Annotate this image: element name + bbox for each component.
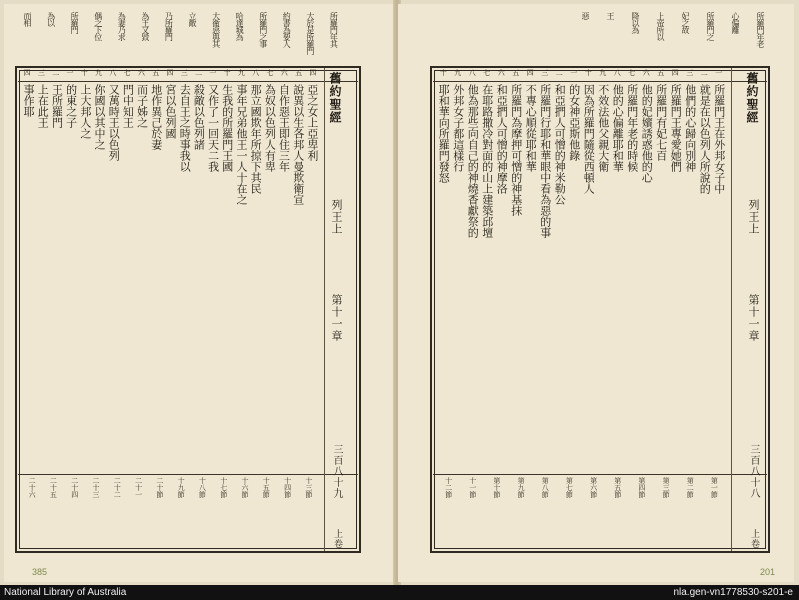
text-column: 事年兄弟他王一人十在之 xyxy=(234,84,248,205)
right-notes-rule xyxy=(433,474,767,475)
headnote: 大於是所羅門 xyxy=(305,12,315,54)
left-volume: 上卷 xyxy=(332,529,342,549)
column-number: 七 xyxy=(266,69,274,77)
headnote: 上帝所以 xyxy=(656,12,665,40)
headnote: 所羅門年其 xyxy=(329,12,339,47)
text-column: 又萬時王以色列 xyxy=(107,84,121,161)
column-number: 五 xyxy=(512,69,520,77)
column-number: 二 xyxy=(700,69,708,77)
headnote: 王 xyxy=(606,12,615,19)
right-page-number: 三百八十八 xyxy=(748,444,759,499)
verse-note: 第四節 xyxy=(637,477,646,498)
verse-note: 二十五 xyxy=(49,477,58,498)
right-pencil-mark: 201 xyxy=(760,567,776,577)
headnote: 妃之故 xyxy=(681,12,690,33)
text-column: 的東之子 xyxy=(64,84,78,128)
text-column: 不專心順從耶和華 xyxy=(524,84,538,172)
text-column: 所羅門有妃七百 xyxy=(654,84,668,161)
column-number: 二 xyxy=(195,69,203,77)
right-page xyxy=(398,4,794,582)
text-column: 所羅門年老的時候 xyxy=(625,84,639,172)
right-column-numbers xyxy=(436,68,726,80)
left-body-text xyxy=(21,84,319,472)
text-column: 王所羅門 xyxy=(50,84,64,128)
left-top-rule xyxy=(18,81,358,82)
left-column-numbers xyxy=(20,68,320,80)
text-column: 而子姊之 xyxy=(135,84,149,128)
column-number: 十 xyxy=(80,69,88,77)
column-number: 十 xyxy=(439,69,447,77)
column-number: 五 xyxy=(657,69,665,77)
text-column: 殺敵以色列諸 xyxy=(192,84,206,150)
verse-note: 第五節 xyxy=(613,477,622,498)
text-column: 生我的所羅門王國 xyxy=(220,84,234,172)
column-number: 四 xyxy=(671,69,679,77)
right-book-name: 列王上 xyxy=(747,199,760,235)
text-column: 你國以其中之 xyxy=(93,84,107,150)
text-column: 在耶路撒冷對面的山上建築邱壇 xyxy=(480,84,494,238)
verse-note: 二十一 xyxy=(134,477,143,498)
text-column: 外邦女子都這樣行 xyxy=(451,84,465,172)
column-number: 八 xyxy=(252,69,260,77)
column-number: 一 xyxy=(715,69,723,77)
left-book-name: 列王上 xyxy=(330,199,343,235)
right-side-rule xyxy=(731,68,732,551)
headnote: 乃所羅門 xyxy=(164,12,174,40)
text-column: 又作了一回天二我 xyxy=(206,84,220,172)
headnote: 偶之下位 xyxy=(93,12,103,40)
verse-note: 十七節 xyxy=(219,477,228,498)
headnote: 惡 xyxy=(581,12,590,19)
verse-note: 二十三 xyxy=(92,477,100,498)
verse-note: 十八節 xyxy=(198,477,207,498)
verse-note: 二十節 xyxy=(155,477,164,498)
column-number: 八 xyxy=(613,69,621,77)
column-number: 八 xyxy=(109,69,117,77)
text-column: 自作惡王即住三年 xyxy=(277,84,291,172)
text-column: 宮以色列國 xyxy=(164,84,177,139)
text-column: 的女神亞斯他錄 xyxy=(567,84,581,161)
column-number: 一 xyxy=(66,69,74,77)
verse-note: 十二節 xyxy=(444,477,453,498)
left-page-title: 舊約聖經 xyxy=(328,72,342,124)
column-number: 五 xyxy=(152,69,160,77)
column-number: 十 xyxy=(584,69,592,77)
left-side-rule xyxy=(324,68,325,551)
headnote: 約書為要人 xyxy=(282,12,292,47)
verse-note: 第九節 xyxy=(517,477,526,498)
verse-note: 十九節 xyxy=(177,477,186,498)
headnote: 為王又毀 xyxy=(140,12,150,40)
headnote: 降以為 xyxy=(631,12,640,33)
headnote: 所羅門之事 xyxy=(258,12,268,47)
text-column: 耶和華向所羅門發怒 xyxy=(437,84,451,183)
verse-note: 二十四 xyxy=(70,477,79,498)
right-page-title: 舊約聖經 xyxy=(745,72,759,124)
column-number: 二 xyxy=(52,69,60,77)
text-column: 去自王之時事我以 xyxy=(178,84,192,172)
column-number: 九 xyxy=(95,69,103,77)
verse-note: 第一節 xyxy=(710,477,719,498)
image-identifier: nla.gen-vn1778530-s201-e xyxy=(673,587,793,598)
text-column: 不效法他父親大衛 xyxy=(596,84,610,172)
text-column: 他們的心歸向別神 xyxy=(683,84,697,172)
column-number: 四 xyxy=(23,69,31,77)
headnote: 所羅門之 xyxy=(706,12,715,40)
left-page-number: 三百八十九 xyxy=(331,444,342,499)
verse-note: 十一節 xyxy=(468,477,477,498)
text-column: 地作異己於妻 xyxy=(149,84,163,150)
text-column: 所羅門為摩押可憎的神基抹 xyxy=(509,84,523,216)
column-number: 六 xyxy=(497,69,505,77)
column-number: 九 xyxy=(454,69,462,77)
right-body-text xyxy=(436,84,726,472)
column-number: 七 xyxy=(483,69,491,77)
column-number: 三 xyxy=(541,69,549,77)
verse-note: 第三節 xyxy=(662,477,671,498)
headnote: 所羅門年老 xyxy=(756,12,765,47)
verse-note: 十六節 xyxy=(241,477,249,498)
headnote: 為妻乃求 xyxy=(117,12,127,40)
text-column: 和亞捫人可憎的神米勒公 xyxy=(553,84,567,205)
footer-bar xyxy=(0,585,799,600)
text-column: 上在此王 xyxy=(36,84,50,128)
headnote: 心偏離 xyxy=(731,12,740,33)
verse-note: 十四節 xyxy=(283,477,292,498)
column-number: 十 xyxy=(223,69,231,77)
headnote: 立敵 xyxy=(188,12,197,26)
headnote: 所羅門 xyxy=(70,12,80,33)
text-column: 因為所羅門隨從西頓人 xyxy=(582,84,596,194)
verse-note: 第八節 xyxy=(541,477,550,498)
verse-note: 十五節 xyxy=(262,477,271,498)
right-headnotes xyxy=(578,12,778,62)
text-column: 所羅門行耶和華眼中看為惡的事 xyxy=(538,84,552,238)
column-number: 四 xyxy=(309,69,317,77)
left-chapter: 第十一章 xyxy=(330,294,343,342)
column-number: 三 xyxy=(37,69,45,77)
right-notes xyxy=(436,477,726,550)
column-number: 四 xyxy=(526,69,534,77)
column-number: 一 xyxy=(570,69,578,77)
text-column: 就是在以色列人所說的 xyxy=(698,84,712,194)
column-number: 八 xyxy=(468,69,476,77)
verse-note: 第二節 xyxy=(686,477,695,498)
verse-note: 第七節 xyxy=(565,477,574,498)
verse-note: 二十二 xyxy=(113,477,122,498)
text-column: 他為那些向自己的神燒香獻祭的 xyxy=(466,84,480,238)
column-number: 五 xyxy=(295,69,303,77)
left-page xyxy=(4,4,396,582)
column-number: 六 xyxy=(137,69,145,77)
column-number: 一 xyxy=(209,69,217,77)
left-headnotes xyxy=(20,12,350,62)
right-volume: 上卷 xyxy=(749,529,759,549)
headnote: 大衛惡與其 xyxy=(211,12,221,47)
column-number: 九 xyxy=(237,69,245,77)
column-number: 七 xyxy=(123,69,131,77)
left-notes-rule xyxy=(18,474,358,475)
text-column: 說異以生各邦人曼欺衛宣 xyxy=(291,84,305,205)
verse-note: 二十六 xyxy=(28,477,37,498)
column-number: 三 xyxy=(180,69,188,77)
column-number: 四 xyxy=(166,69,174,77)
text-column: 為奴以色列人有卑 xyxy=(263,84,277,172)
column-number: 二 xyxy=(555,69,563,77)
right-top-rule xyxy=(433,81,767,82)
column-number: 九 xyxy=(599,69,607,77)
column-number: 七 xyxy=(628,69,636,77)
column-number: 三 xyxy=(686,69,694,77)
text-column: 上大邦人之 xyxy=(78,84,92,139)
headnote: 而相 xyxy=(23,12,32,26)
text-column: 所羅門王在外邦女子中 xyxy=(712,84,726,194)
verse-note: 第六節 xyxy=(589,477,598,498)
text-column: 事作耶 xyxy=(22,84,36,117)
column-number: 六 xyxy=(280,69,288,77)
verse-note: 第十節 xyxy=(492,477,501,498)
left-notes xyxy=(21,477,319,550)
right-chapter: 第十一章 xyxy=(747,294,760,342)
headnote: 為以 xyxy=(46,12,56,26)
headnote: 哈達城為 xyxy=(235,12,245,40)
text-column: 他的心偏離耶和華 xyxy=(611,84,625,172)
column-number: 六 xyxy=(642,69,650,77)
text-column: 那立國欺年所掠下其民 xyxy=(249,84,263,194)
text-column: 和亞捫人可憎的神摩洛 xyxy=(495,84,509,194)
library-credit: National Library of Australia xyxy=(4,587,127,598)
text-column: 所羅門王專愛她們 xyxy=(669,84,683,172)
verse-note: 十三節 xyxy=(304,477,313,498)
left-pencil-mark: 385 xyxy=(32,567,48,577)
text-column: 亞之女上亞卑利 xyxy=(305,84,319,161)
text-column: 他的妃嬪誘惑他的心 xyxy=(640,84,654,183)
text-column: 門中知王 xyxy=(121,84,135,128)
